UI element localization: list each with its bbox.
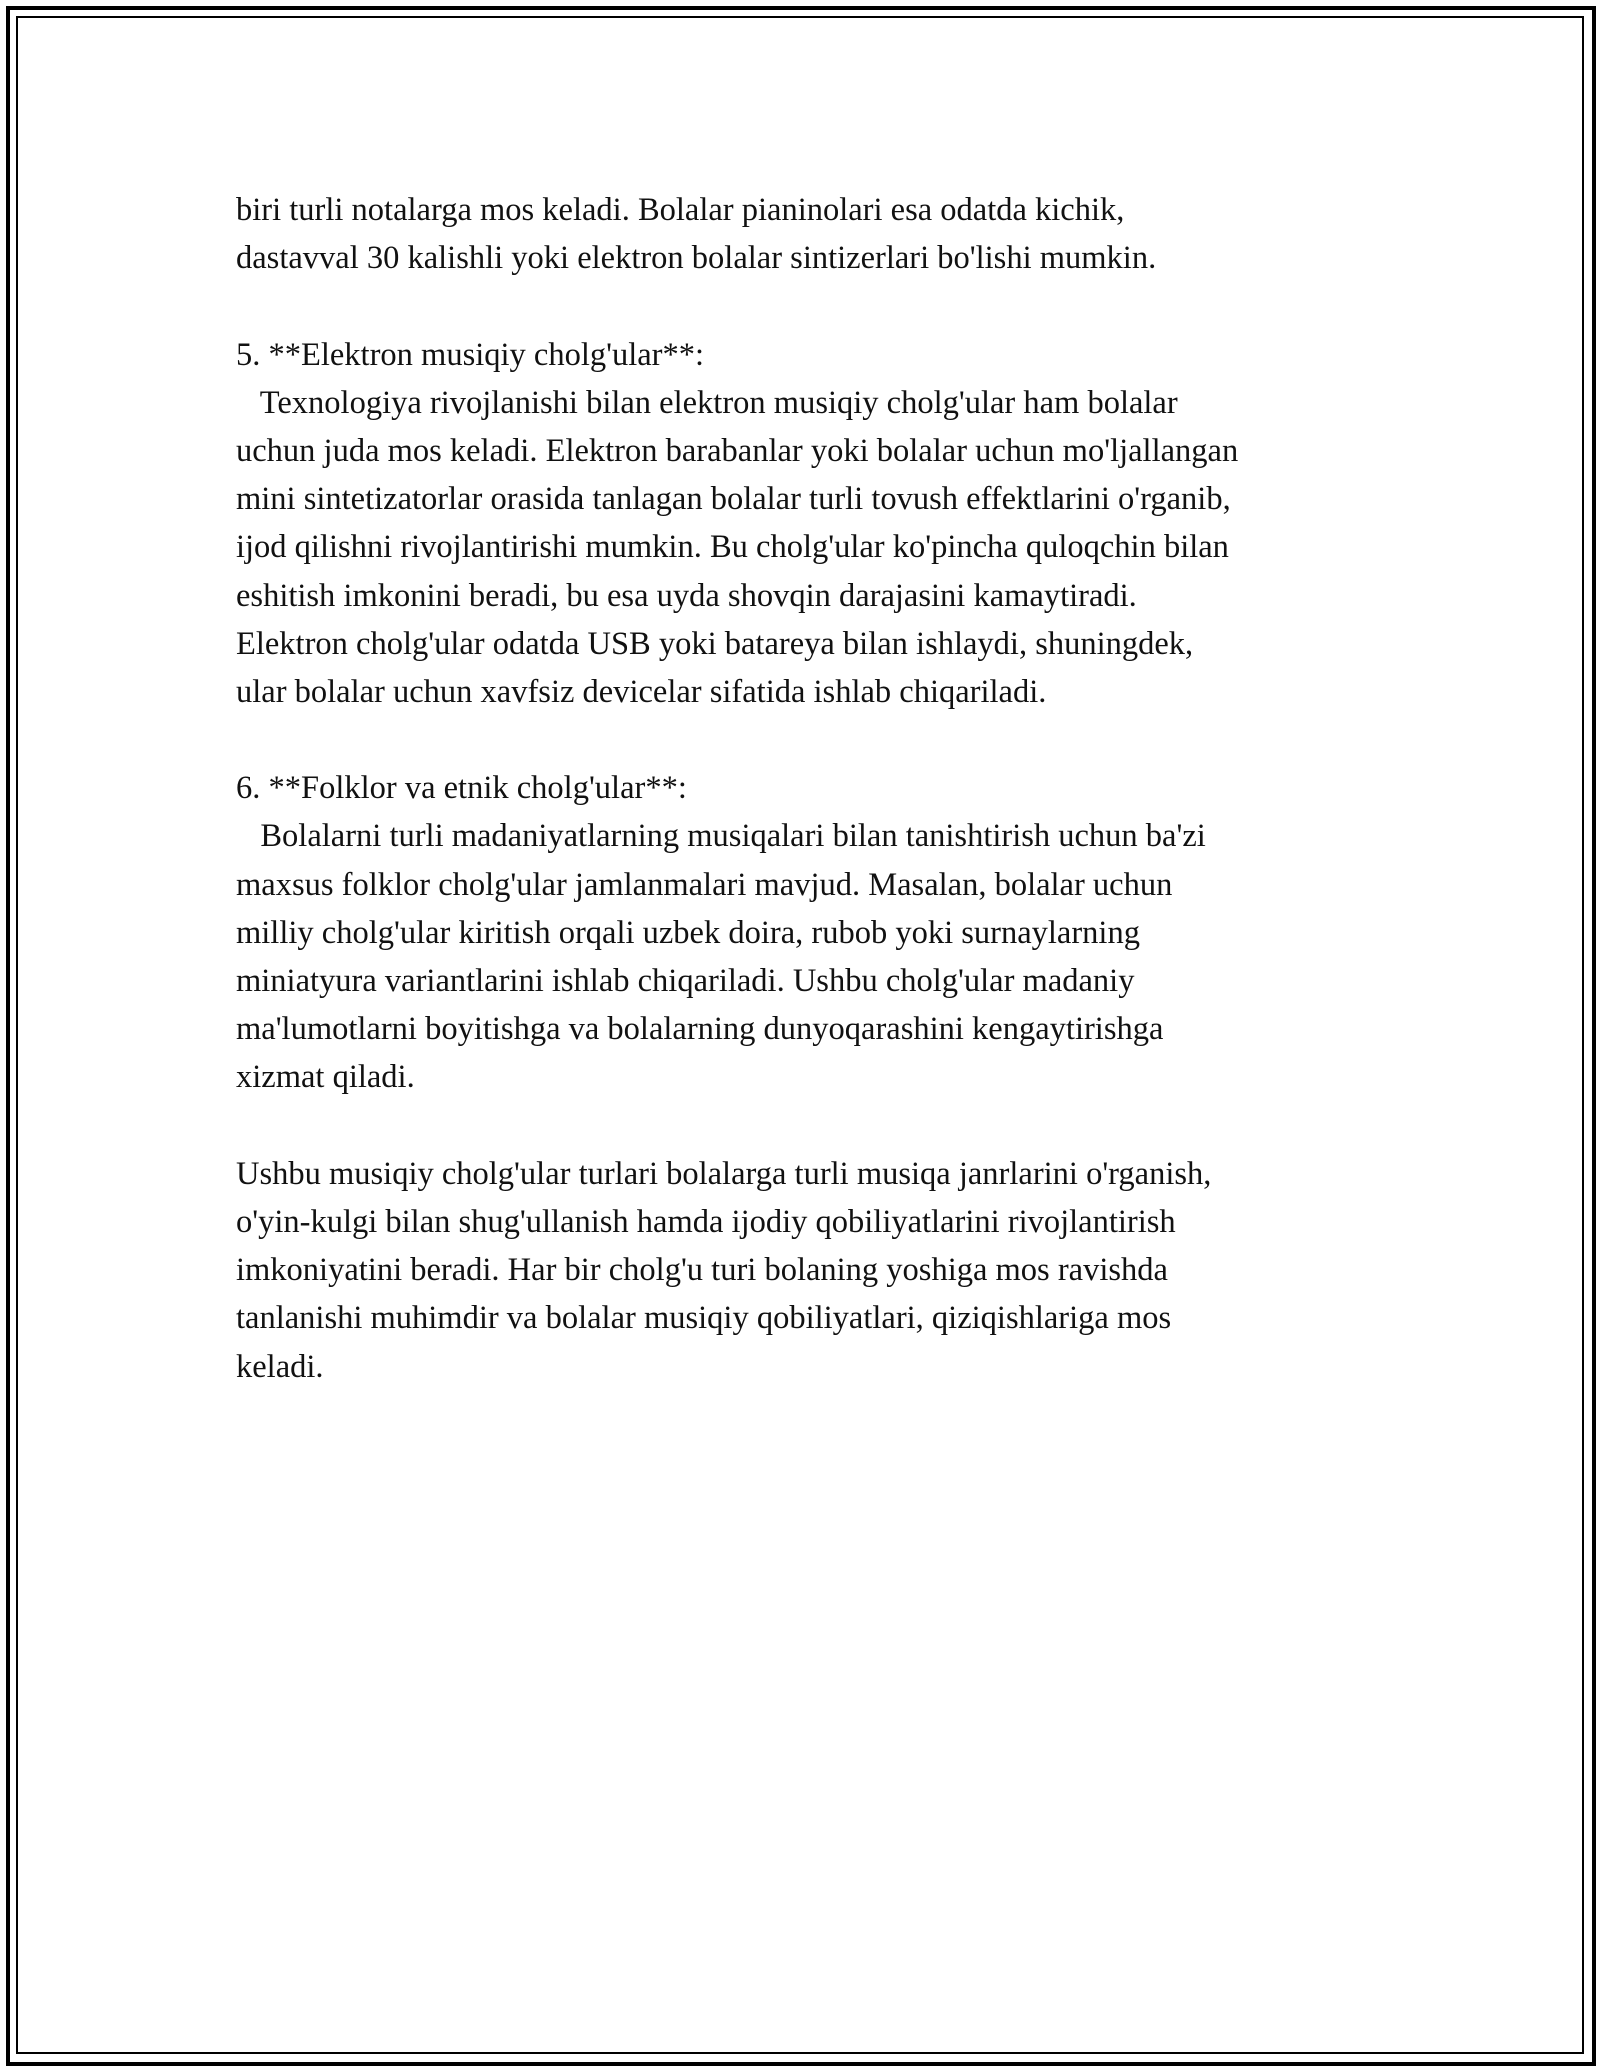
- section-heading: 5. **Elektron musiqiy cholg'ular**:: [236, 336, 705, 373]
- section-heading: 6. **Folklor va etnik cholg'ular**:: [236, 770, 687, 807]
- text-line: o'yin-kulgi bilan shug'ullanish hamda ijodiy qobiliyatlarini rivojlantirish: [236, 1203, 1176, 1240]
- text-line: Elektron cholg'ular odatda USB yoki batareya bilan ishlaydi, shuningdek,: [236, 625, 1194, 662]
- section-6: [236, 764, 1416, 1101]
- text-line: dastavval 30 kalishli yoki elektron bolalar sintizerlari bo'lishi mumkin.: [236, 240, 1157, 277]
- text-line: miniatyura variantlarini ishlab chiqariladi. Ushbu cholg'ular madaniy: [236, 963, 1135, 999]
- text-line: eshitish imkonini beradi, bu esa uyda shovqin darajasini kamaytiradi.: [236, 577, 1137, 614]
- text-line: tanlanishi muhimdir va bolalar musiqiy qobiliyatlari, qiziqishlariga mos: [236, 1300, 1172, 1337]
- text-line: xizmat qiladi.: [236, 1059, 415, 1096]
- text-line: ijod qilishni rivojlantirishi mumkin. Bu cholg'ular ko'pincha quloqchin bilan: [236, 529, 1229, 566]
- text-line: milliy cholg'ular kiritish orqali uzbek doira, rubob yoki surnaylarning: [236, 914, 1140, 951]
- text-line: Ushbu musiqiy cholg'ular turlari bolalarga turli musiqa janrlarini o'rganish,: [236, 1155, 1212, 1192]
- section-5: [236, 331, 1416, 717]
- text-line: Bolalarni turli madaniyatlarning musiqalari bilan tanishtirish uchun ba'zi: [236, 818, 1206, 855]
- text-line: imkoniyatini beradi. Har bir cholg'u turi bolaning yoshiga mos ravishda: [236, 1252, 1168, 1289]
- text-line: uchun juda mos keladi. Elektron barabanlar yoki bolalar uchun mo'ljallangan: [236, 432, 1239, 469]
- document-body: [236, 186, 1416, 1391]
- text-line: maxsus folklor cholg'ular jamlanmalari mavjud. Masalan, bolalar uchun: [236, 866, 1173, 903]
- text-line: Texnologiya rivojlanishi bilan elektron musiqiy cholg'ular ham bolalar: [236, 384, 1178, 421]
- text-line: biri turli notalarga mos keladi. Bolalar pianinolari esa odatda kichik,: [236, 192, 1125, 228]
- text-line: mini sintetizatorlar orasida tanlagan bolalar turli tovush effektlarini o'rganib,: [236, 481, 1231, 518]
- text-line: ular bolalar uchun xavfsiz devicelar sifatida ishlab chiqariladi.: [236, 673, 1047, 710]
- paragraph-intro-continuation: [236, 186, 1416, 282]
- paragraph-spacer: [236, 716, 1416, 764]
- text-line: ma'lumotlarni boyitishga va bolalarning dunyoqarashini kengaytirishga: [236, 1011, 1164, 1048]
- paragraph-conclusion: [236, 1150, 1416, 1391]
- paragraph-spacer: [236, 282, 1416, 330]
- paragraph-spacer: [236, 1102, 1416, 1150]
- text-line: keladi.: [236, 1348, 324, 1385]
